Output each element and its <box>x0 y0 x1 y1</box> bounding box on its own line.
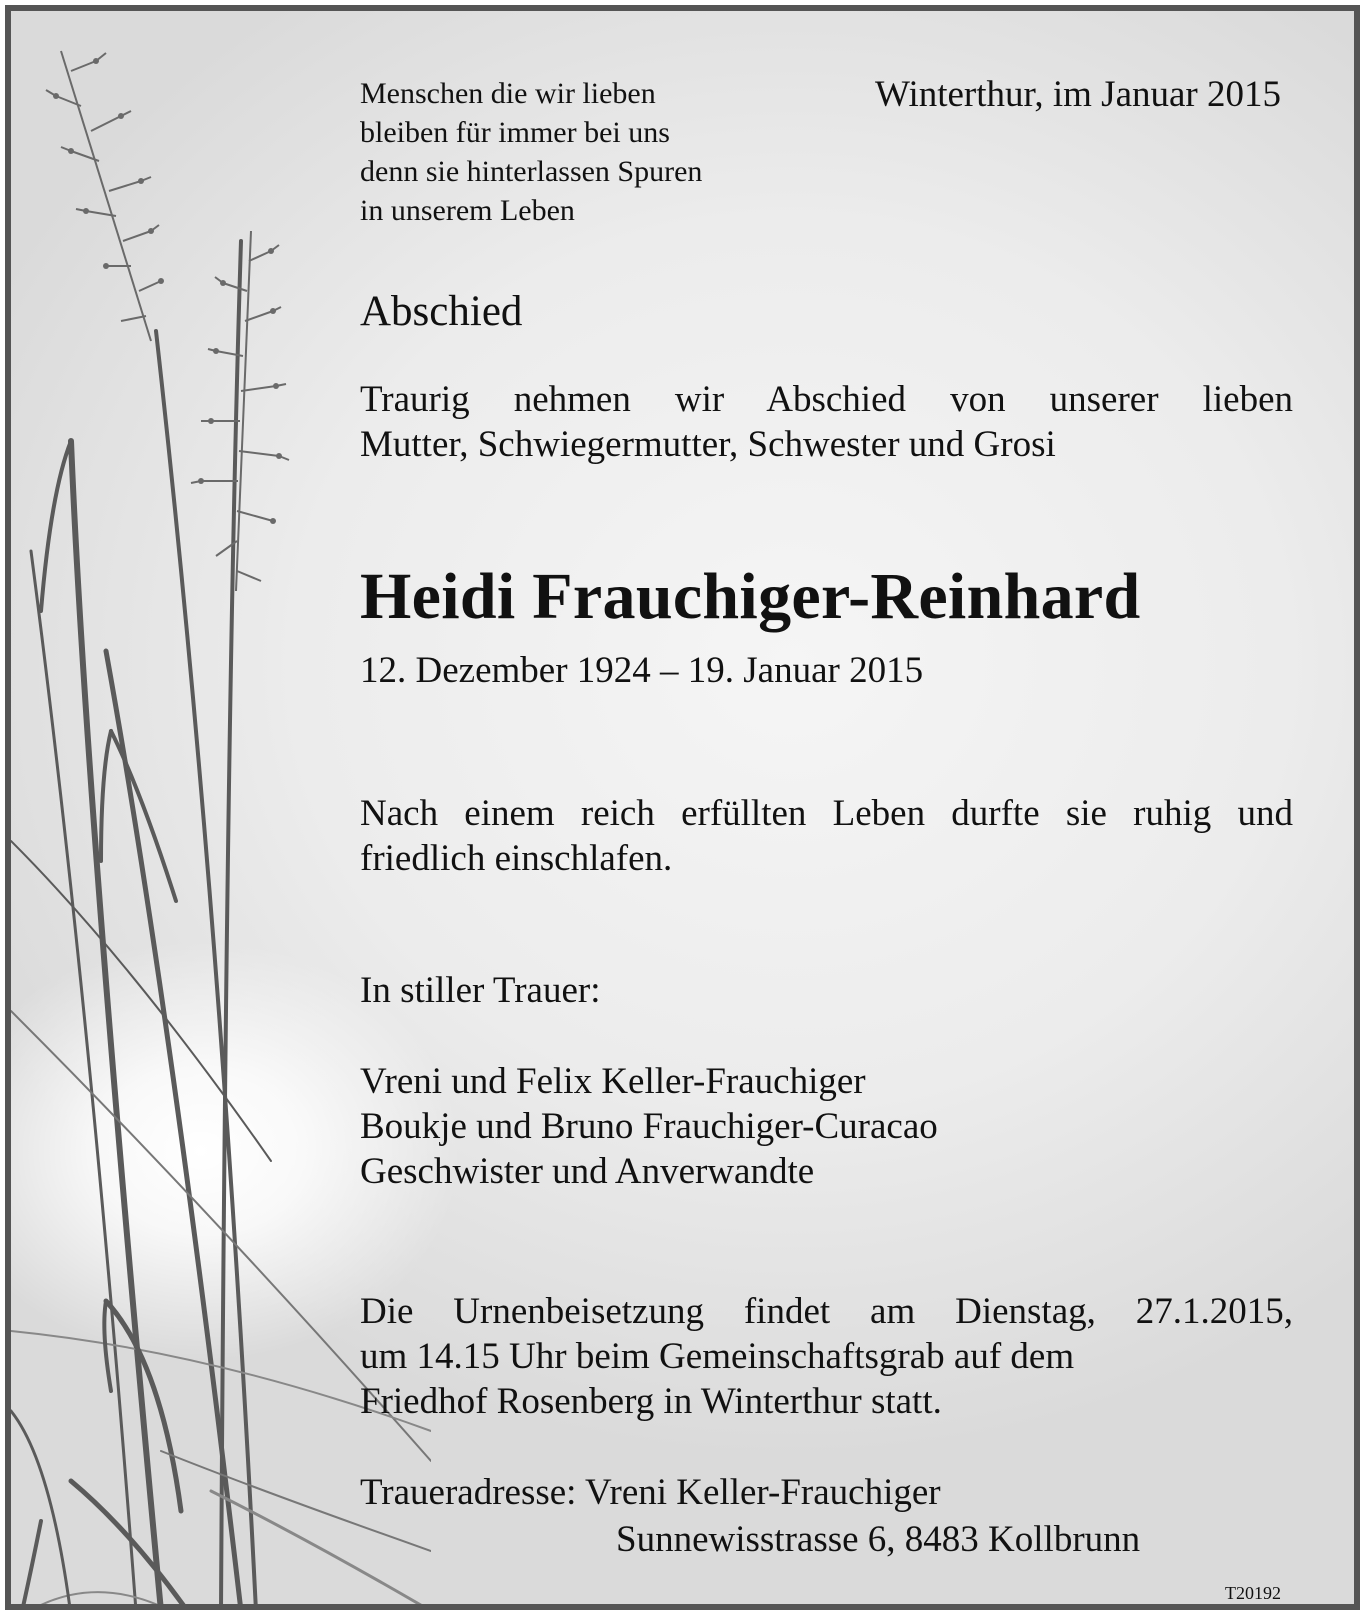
deceased-name: Heidi Frauchiger-Reinhard <box>360 560 1141 633</box>
address-street: Sunnewisstrasse 6, 8483 Kollbrunn <box>616 1519 1141 1560</box>
message-line: friedlich einschlafen. <box>360 838 673 879</box>
quote-line: denn sie hinterlassen Spuren <box>360 155 703 188</box>
ad-code: T20192 <box>1225 1583 1281 1603</box>
burial-paragraph <box>360 1289 1293 1424</box>
intro-paragraph <box>360 377 1293 467</box>
intro-line: Traurig nehmen wir Abschied von unserer lieben <box>360 379 1293 420</box>
burial-line: Die Urnenbeisetzung findet am Dienstag, 27.1.2015, <box>360 1291 1293 1332</box>
burial-line: um 14.15 Uhr beim Gemeinschaftsgrab auf dem <box>360 1336 1075 1377</box>
mourner: Boukje und Bruno Frauchiger-Curacao <box>360 1106 938 1147</box>
message-paragraph <box>360 791 1293 881</box>
address-line: Traueradresse: Vreni Keller-Frauchiger <box>360 1472 941 1513</box>
mourning-label: In stiller Trauer: <box>360 970 601 1011</box>
heading: Abschied <box>360 288 523 335</box>
opening-quote <box>360 74 702 230</box>
quote-line: bleiben für immer bei uns <box>360 116 670 149</box>
mourner: Vreni und Felix Keller-Frauchiger <box>360 1061 866 1102</box>
quote-line: in unserem Leben <box>360 194 575 227</box>
life-dates: 12. Dezember 1924 – 19. Januar 2015 <box>360 650 924 691</box>
mourners-list <box>360 1059 938 1194</box>
place-date: Winterthur, im Januar 2015 <box>875 74 1281 115</box>
quote-line: Menschen die wir lieben <box>360 77 656 110</box>
burial-line: Friedhof Rosenberg in Winterthur statt. <box>360 1381 942 1422</box>
mourner: Geschwister und Anverwandte <box>360 1151 815 1192</box>
mourning-address <box>360 1469 1140 1563</box>
message-line: Nach einem reich erfüllten Leben durfte sie ruhig und <box>360 793 1293 834</box>
obituary-notice <box>5 5 1360 1610</box>
intro-line: Mutter, Schwiegermutter, Schwester und Grosi <box>360 424 1056 465</box>
